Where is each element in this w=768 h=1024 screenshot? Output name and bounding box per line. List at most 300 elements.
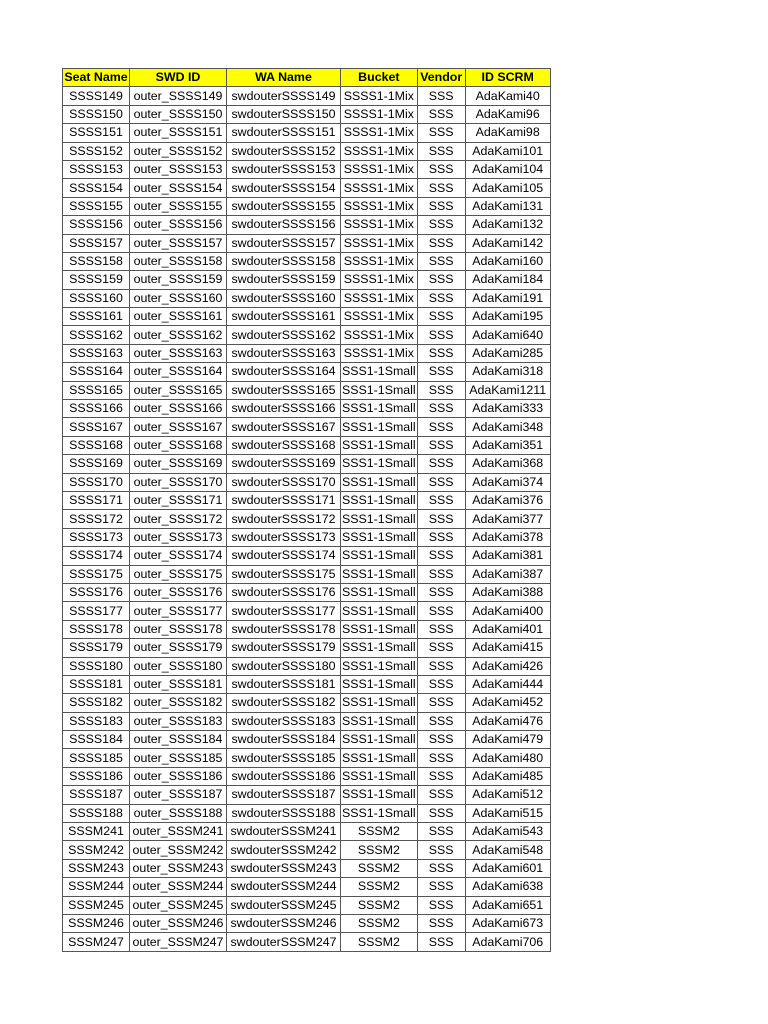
swd-id-cell: outer_SSSS164 [130, 363, 227, 381]
id-scrm-cell: AdaKami285 [465, 344, 550, 362]
seat-name-cell: SSSS179 [63, 639, 130, 657]
swd-id-cell: outer_SSSS159 [130, 271, 227, 289]
wa-name-cell: swdouterSSSS174 [227, 547, 341, 565]
header-wa-name: WA Name [227, 69, 341, 87]
swd-id-cell: outer_SSSS174 [130, 547, 227, 565]
vendor-cell: SSS [417, 436, 465, 454]
seat-name-cell: SSSS176 [63, 583, 130, 601]
swd-id-cell: outer_SSSS169 [130, 455, 227, 473]
seat-name-cell: SSSS174 [63, 547, 130, 565]
table-row [63, 252, 551, 270]
seat-name-cell: SSSS168 [63, 436, 130, 454]
bucket-cell: SSS1-1Small [341, 804, 418, 822]
id-scrm-cell: AdaKami515 [465, 804, 550, 822]
bucket-cell: SSS1-1Small [341, 418, 418, 436]
wa-name-cell: swdouterSSSS183 [227, 712, 341, 730]
wa-name-cell: swdouterSSSS170 [227, 473, 341, 491]
table-row [63, 142, 551, 160]
id-scrm-cell: AdaKami651 [465, 896, 550, 914]
vendor-cell: SSS [417, 841, 465, 859]
wa-name-cell: swdouterSSSS160 [227, 289, 341, 307]
wa-name-cell: swdouterSSSS164 [227, 363, 341, 381]
swd-id-cell: outer_SSSS158 [130, 252, 227, 270]
id-scrm-cell: AdaKami96 [465, 105, 550, 123]
bucket-cell: SSSS1-1Mix [341, 105, 418, 123]
swd-id-cell: outer_SSSS171 [130, 491, 227, 509]
wa-name-cell: swdouterSSSS172 [227, 510, 341, 528]
bucket-cell: SSS1-1Small [341, 363, 418, 381]
wa-name-cell: swdouterSSSS158 [227, 252, 341, 270]
seat-name-cell: SSSS150 [63, 105, 130, 123]
swd-id-cell: outer_SSSS166 [130, 400, 227, 418]
id-scrm-cell: AdaKami318 [465, 363, 550, 381]
seat-name-cell: SSSS186 [63, 767, 130, 785]
bucket-cell: SSS1-1Small [341, 528, 418, 546]
seat-name-cell: SSSS177 [63, 602, 130, 620]
vendor-cell: SSS [417, 657, 465, 675]
id-scrm-cell: AdaKami374 [465, 473, 550, 491]
id-scrm-cell: AdaKami40 [465, 87, 550, 105]
bucket-cell: SSS1-1Small [341, 400, 418, 418]
id-scrm-cell: AdaKami640 [465, 326, 550, 344]
bucket-cell: SSS1-1Small [341, 675, 418, 693]
wa-name-cell: swdouterSSSS155 [227, 197, 341, 215]
seat-name-cell: SSSS184 [63, 731, 130, 749]
wa-name-cell: swdouterSSSS159 [227, 271, 341, 289]
bucket-cell: SSS1-1Small [341, 381, 418, 399]
table-row [63, 528, 551, 546]
swd-id-cell: outer_SSSS187 [130, 786, 227, 804]
wa-name-cell: swdouterSSSS156 [227, 216, 341, 234]
vendor-cell: SSS [417, 675, 465, 693]
seat-name-cell: SSSS167 [63, 418, 130, 436]
seat-name-cell: SSSS161 [63, 308, 130, 326]
id-scrm-cell: AdaKami543 [465, 823, 550, 841]
seat-name-cell: SSSS181 [63, 675, 130, 693]
swd-id-cell: outer_SSSS151 [130, 124, 227, 142]
seat-name-cell: SSSS160 [63, 289, 130, 307]
swd-id-cell: outer_SSSS184 [130, 731, 227, 749]
bucket-cell: SSSS1-1Mix [341, 87, 418, 105]
table-row [63, 841, 551, 859]
vendor-cell: SSS [417, 308, 465, 326]
wa-name-cell: swdouterSSSS187 [227, 786, 341, 804]
wa-name-cell: swdouterSSSS186 [227, 767, 341, 785]
table-row [63, 105, 551, 123]
id-scrm-cell: AdaKami548 [465, 841, 550, 859]
swd-id-cell: outer_SSSS167 [130, 418, 227, 436]
vendor-cell: SSS [417, 124, 465, 142]
seat-name-cell: SSSS169 [63, 455, 130, 473]
swd-id-cell: outer_SSSS186 [130, 767, 227, 785]
seat-name-cell: SSSS164 [63, 363, 130, 381]
seat-name-cell: SSSM243 [63, 859, 130, 877]
seat-name-cell: SSSS151 [63, 124, 130, 142]
table-row [63, 731, 551, 749]
bucket-cell: SSSM2 [341, 914, 418, 932]
id-scrm-cell: AdaKami142 [465, 234, 550, 252]
table-body [63, 87, 551, 951]
bucket-cell: SSS1-1Small [341, 749, 418, 767]
vendor-cell: SSS [417, 547, 465, 565]
seat-name-cell: SSSM245 [63, 896, 130, 914]
seat-name-cell: SSSS159 [63, 271, 130, 289]
wa-name-cell: swdouterSSSS152 [227, 142, 341, 160]
table-row [63, 694, 551, 712]
wa-name-cell: swdouterSSSS181 [227, 675, 341, 693]
table-row [63, 234, 551, 252]
seat-name-cell: SSSM244 [63, 878, 130, 896]
id-scrm-cell: AdaKami426 [465, 657, 550, 675]
id-scrm-cell: AdaKami388 [465, 583, 550, 601]
seat-name-cell: SSSS153 [63, 160, 130, 178]
table-row [63, 491, 551, 509]
swd-id-cell: outer_SSSS181 [130, 675, 227, 693]
table-row [63, 639, 551, 657]
table-row [63, 583, 551, 601]
bucket-cell: SSSS1-1Mix [341, 271, 418, 289]
table-row [63, 657, 551, 675]
vendor-cell: SSS [417, 473, 465, 491]
vendor-cell: SSS [417, 381, 465, 399]
bucket-cell: SSS1-1Small [341, 436, 418, 454]
table-row [63, 859, 551, 877]
seat-name-cell: SSSM246 [63, 914, 130, 932]
swd-id-cell: outer_SSSS178 [130, 620, 227, 638]
seat-name-cell: SSSS188 [63, 804, 130, 822]
table-row [63, 289, 551, 307]
table-row [63, 344, 551, 362]
wa-name-cell: swdouterSSSS151 [227, 124, 341, 142]
vendor-cell: SSS [417, 491, 465, 509]
bucket-cell: SSS1-1Small [341, 583, 418, 601]
wa-name-cell: swdouterSSSS150 [227, 105, 341, 123]
swd-id-cell: outer_SSSS183 [130, 712, 227, 730]
bucket-cell: SSSM2 [341, 896, 418, 914]
vendor-cell: SSS [417, 289, 465, 307]
table-row [63, 914, 551, 932]
bucket-cell: SSS1-1Small [341, 473, 418, 491]
swd-id-cell: outer_SSSS154 [130, 179, 227, 197]
table-row [63, 712, 551, 730]
wa-name-cell: swdouterSSSS176 [227, 583, 341, 601]
id-scrm-cell: AdaKami105 [465, 179, 550, 197]
id-scrm-cell: AdaKami132 [465, 216, 550, 234]
seat-name-cell: SSSM247 [63, 933, 130, 951]
id-scrm-cell: AdaKami452 [465, 694, 550, 712]
swd-id-cell: outer_SSSS153 [130, 160, 227, 178]
vendor-cell: SSS [417, 620, 465, 638]
bucket-cell: SSSS1-1Mix [341, 289, 418, 307]
header-bucket: Bucket [341, 69, 418, 87]
seat-name-cell: SSSS155 [63, 197, 130, 215]
swd-id-cell: outer_SSSS161 [130, 308, 227, 326]
table-row [63, 675, 551, 693]
swd-id-cell: outer_SSSS165 [130, 381, 227, 399]
vendor-cell: SSS [417, 896, 465, 914]
vendor-cell: SSS [417, 510, 465, 528]
swd-id-cell: outer_SSSS180 [130, 657, 227, 675]
vendor-cell: SSS [417, 804, 465, 822]
bucket-cell: SSS1-1Small [341, 657, 418, 675]
seat-name-cell: SSSS182 [63, 694, 130, 712]
id-scrm-cell: AdaKami195 [465, 308, 550, 326]
table-row [63, 473, 551, 491]
seat-name-cell: SSSS156 [63, 216, 130, 234]
seat-name-cell: SSSS183 [63, 712, 130, 730]
bucket-cell: SSSM2 [341, 859, 418, 877]
seat-name-cell: SSSS149 [63, 87, 130, 105]
bucket-cell: SSSS1-1Mix [341, 252, 418, 270]
wa-name-cell: swdouterSSSS166 [227, 400, 341, 418]
seat-name-cell: SSSS185 [63, 749, 130, 767]
wa-name-cell: swdouterSSSS177 [227, 602, 341, 620]
vendor-cell: SSS [417, 400, 465, 418]
table-row [63, 197, 551, 215]
id-scrm-cell: AdaKami377 [465, 510, 550, 528]
bucket-cell: SSSS1-1Mix [341, 124, 418, 142]
id-scrm-cell: AdaKami512 [465, 786, 550, 804]
wa-name-cell: swdouterSSSS162 [227, 326, 341, 344]
swd-id-cell: outer_SSSS172 [130, 510, 227, 528]
table-row [63, 804, 551, 822]
vendor-cell: SSS [417, 418, 465, 436]
vendor-cell: SSS [417, 216, 465, 234]
bucket-cell: SSS1-1Small [341, 786, 418, 804]
wa-name-cell: swdouterSSSS185 [227, 749, 341, 767]
vendor-cell: SSS [417, 583, 465, 601]
swd-id-cell: outer_SSSS188 [130, 804, 227, 822]
header-id-scrm: ID SCRM [465, 69, 550, 87]
bucket-cell: SSSS1-1Mix [341, 326, 418, 344]
vendor-cell: SSS [417, 731, 465, 749]
table-row [63, 179, 551, 197]
header-vendor: Vendor [417, 69, 465, 87]
id-scrm-cell: AdaKami387 [465, 565, 550, 583]
wa-name-cell: swdouterSSSS184 [227, 731, 341, 749]
bucket-cell: SSSS1-1Mix [341, 160, 418, 178]
swd-id-cell: outer_SSSM243 [130, 859, 227, 877]
id-scrm-cell: AdaKami333 [465, 400, 550, 418]
vendor-cell: SSS [417, 639, 465, 657]
table-row [63, 160, 551, 178]
vendor-cell: SSS [417, 326, 465, 344]
wa-name-cell: swdouterSSSS163 [227, 344, 341, 362]
id-scrm-cell: AdaKami368 [465, 455, 550, 473]
bucket-cell: SSS1-1Small [341, 455, 418, 473]
wa-name-cell: swdouterSSSM246 [227, 914, 341, 932]
swd-id-cell: outer_SSSM244 [130, 878, 227, 896]
wa-name-cell: swdouterSSSS168 [227, 436, 341, 454]
swd-id-cell: outer_SSSM241 [130, 823, 227, 841]
seat-name-cell: SSSS172 [63, 510, 130, 528]
wa-name-cell: swdouterSSSS179 [227, 639, 341, 657]
table-row [63, 124, 551, 142]
table-row [63, 400, 551, 418]
swd-id-cell: outer_SSSS168 [130, 436, 227, 454]
vendor-cell: SSS [417, 179, 465, 197]
id-scrm-cell: AdaKami378 [465, 528, 550, 546]
vendor-cell: SSS [417, 602, 465, 620]
table-row [63, 896, 551, 914]
swd-id-cell: outer_SSSS177 [130, 602, 227, 620]
table-row [63, 326, 551, 344]
table-row [63, 565, 551, 583]
id-scrm-cell: AdaKami400 [465, 602, 550, 620]
table-row [63, 308, 551, 326]
bucket-cell: SSS1-1Small [341, 694, 418, 712]
vendor-cell: SSS [417, 749, 465, 767]
bucket-cell: SSS1-1Small [341, 510, 418, 528]
vendor-cell: SSS [417, 694, 465, 712]
swd-id-cell: outer_SSSS155 [130, 197, 227, 215]
wa-name-cell: swdouterSSSS171 [227, 491, 341, 509]
id-scrm-cell: AdaKami485 [465, 767, 550, 785]
id-scrm-cell: AdaKami98 [465, 124, 550, 142]
wa-name-cell: swdouterSSSM241 [227, 823, 341, 841]
table-row [63, 878, 551, 896]
swd-id-cell: outer_SSSS160 [130, 289, 227, 307]
wa-name-cell: swdouterSSSS182 [227, 694, 341, 712]
header-row [63, 69, 551, 87]
vendor-cell: SSS [417, 878, 465, 896]
vendor-cell: SSS [417, 859, 465, 877]
bucket-cell: SSSM2 [341, 841, 418, 859]
vendor-cell: SSS [417, 105, 465, 123]
vendor-cell: SSS [417, 87, 465, 105]
id-scrm-cell: AdaKami351 [465, 436, 550, 454]
bucket-cell: SSSS1-1Mix [341, 216, 418, 234]
wa-name-cell: swdouterSSSS157 [227, 234, 341, 252]
wa-name-cell: swdouterSSSS149 [227, 87, 341, 105]
seat-name-cell: SSSS154 [63, 179, 130, 197]
vendor-cell: SSS [417, 455, 465, 473]
vendor-cell: SSS [417, 344, 465, 362]
id-scrm-cell: AdaKami348 [465, 418, 550, 436]
bucket-cell: SSS1-1Small [341, 731, 418, 749]
id-scrm-cell: AdaKami601 [465, 859, 550, 877]
id-scrm-cell: AdaKami415 [465, 639, 550, 657]
vendor-cell: SSS [417, 252, 465, 270]
vendor-cell: SSS [417, 160, 465, 178]
vendor-cell: SSS [417, 712, 465, 730]
bucket-cell: SSS1-1Small [341, 767, 418, 785]
id-scrm-cell: AdaKami131 [465, 197, 550, 215]
id-scrm-cell: AdaKami191 [465, 289, 550, 307]
swd-id-cell: outer_SSSS162 [130, 326, 227, 344]
bucket-cell: SSS1-1Small [341, 620, 418, 638]
wa-name-cell: swdouterSSSM243 [227, 859, 341, 877]
seat-name-cell: SSSS165 [63, 381, 130, 399]
swd-id-cell: outer_SSSS173 [130, 528, 227, 546]
swd-id-cell: outer_SSSS179 [130, 639, 227, 657]
vendor-cell: SSS [417, 197, 465, 215]
seat-name-cell: SSSS178 [63, 620, 130, 638]
seat-name-cell: SSSS157 [63, 234, 130, 252]
swd-id-cell: outer_SSSS152 [130, 142, 227, 160]
swd-id-cell: outer_SSSS157 [130, 234, 227, 252]
table-row [63, 216, 551, 234]
wa-name-cell: swdouterSSSS154 [227, 179, 341, 197]
bucket-cell: SSSS1-1Mix [341, 234, 418, 252]
bucket-cell: SSSS1-1Mix [341, 344, 418, 362]
id-scrm-cell: AdaKami401 [465, 620, 550, 638]
swd-id-cell: outer_SSSS149 [130, 87, 227, 105]
seat-table [62, 68, 551, 952]
table-row [63, 455, 551, 473]
vendor-cell: SSS [417, 933, 465, 951]
swd-id-cell: outer_SSSS156 [130, 216, 227, 234]
swd-id-cell: outer_SSSS176 [130, 583, 227, 601]
swd-id-cell: outer_SSSS182 [130, 694, 227, 712]
table-row [63, 933, 551, 951]
swd-id-cell: outer_SSSM242 [130, 841, 227, 859]
table-row [63, 602, 551, 620]
table-row [63, 547, 551, 565]
id-scrm-cell: AdaKami479 [465, 731, 550, 749]
swd-id-cell: outer_SSSS175 [130, 565, 227, 583]
wa-name-cell: swdouterSSSS175 [227, 565, 341, 583]
table-row [63, 436, 551, 454]
header-swd-id: SWD ID [130, 69, 227, 87]
bucket-cell: SSSS1-1Mix [341, 142, 418, 160]
seat-name-cell: SSSM242 [63, 841, 130, 859]
seat-name-cell: SSSM241 [63, 823, 130, 841]
vendor-cell: SSS [417, 528, 465, 546]
bucket-cell: SSS1-1Small [341, 565, 418, 583]
swd-id-cell: outer_SSSS150 [130, 105, 227, 123]
bucket-cell: SSS1-1Small [341, 712, 418, 730]
bucket-cell: SSS1-1Small [341, 639, 418, 657]
vendor-cell: SSS [417, 234, 465, 252]
vendor-cell: SSS [417, 565, 465, 583]
id-scrm-cell: AdaKami673 [465, 914, 550, 932]
wa-name-cell: swdouterSSSS178 [227, 620, 341, 638]
seat-name-cell: SSSS152 [63, 142, 130, 160]
vendor-cell: SSS [417, 914, 465, 932]
swd-id-cell: outer_SSSM247 [130, 933, 227, 951]
table-row [63, 363, 551, 381]
vendor-cell: SSS [417, 271, 465, 289]
id-scrm-cell: AdaKami444 [465, 675, 550, 693]
table-row [63, 749, 551, 767]
seat-name-cell: SSSS175 [63, 565, 130, 583]
id-scrm-cell: AdaKami476 [465, 712, 550, 730]
bucket-cell: SSSS1-1Mix [341, 197, 418, 215]
vendor-cell: SSS [417, 142, 465, 160]
seat-name-cell: SSSS170 [63, 473, 130, 491]
table-row [63, 381, 551, 399]
bucket-cell: SSS1-1Small [341, 547, 418, 565]
wa-name-cell: swdouterSSSM242 [227, 841, 341, 859]
id-scrm-cell: AdaKami1211 [465, 381, 550, 399]
wa-name-cell: swdouterSSSS165 [227, 381, 341, 399]
id-scrm-cell: AdaKami184 [465, 271, 550, 289]
wa-name-cell: swdouterSSSS161 [227, 308, 341, 326]
table-row [63, 620, 551, 638]
seat-name-cell: SSSS180 [63, 657, 130, 675]
wa-name-cell: swdouterSSSS167 [227, 418, 341, 436]
id-scrm-cell: AdaKami376 [465, 491, 550, 509]
bucket-cell: SSSS1-1Mix [341, 308, 418, 326]
table-row [63, 786, 551, 804]
vendor-cell: SSS [417, 786, 465, 804]
wa-name-cell: swdouterSSSM245 [227, 896, 341, 914]
table-row [63, 510, 551, 528]
bucket-cell: SSSS1-1Mix [341, 179, 418, 197]
id-scrm-cell: AdaKami381 [465, 547, 550, 565]
id-scrm-cell: AdaKami480 [465, 749, 550, 767]
